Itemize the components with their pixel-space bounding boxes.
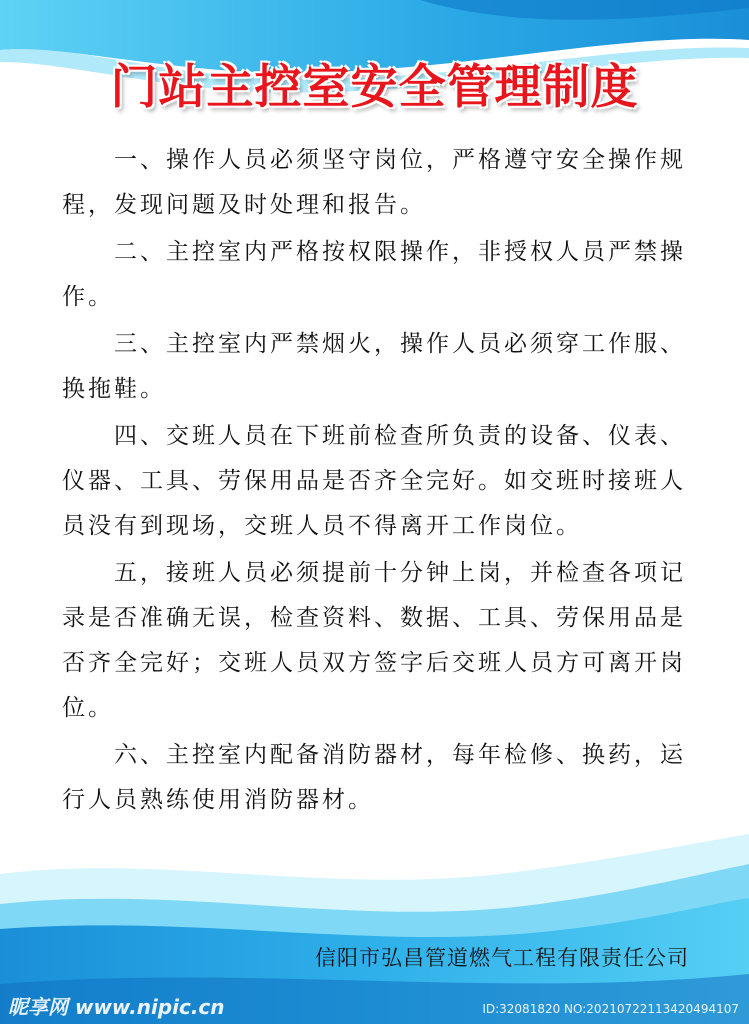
regulation-item-5: 五，接班人员必须提前十分钟上岗，并检查各项记录是否准确无误，检查资料、数据、工具、劳保用品是否齐全完好；交班人员双方签字后交班人员方可离开岗位。 (62, 560, 686, 721)
watermark-logo: 昵享网 www.nipic.cn (8, 995, 225, 1019)
page-title: 门站主控室安全管理制度 (110, 60, 639, 115)
regulation-item-2: 二、主控室内严格按权限操作，非授权人员严禁操作。 (62, 239, 686, 310)
watermark-id: ID:32081820 NO:20210722113420494107 (482, 1002, 739, 1016)
regulation-item-4: 四、交班人员在下班前检查所负责的设备、仪表、仪器、工具、劳保用品是否齐全完好。如交班时接班人员没有到现场，交班人员不得离开工作岗位。 (62, 423, 686, 539)
regulation-item-3: 三、主控室内严禁烟火，操作人员必须穿工作服、换拖鞋。 (62, 331, 686, 402)
regulation-body (62, 138, 694, 825)
company-name: 信阳市弘昌管道燃气工程有限责任公司 (315, 946, 689, 970)
regulation-item-1: 一、操作人员必须坚守岗位，严格遵守安全操作规程，发现问题及时处理和报告。 (62, 147, 686, 218)
regulation-item-6: 六、主控室内配备消防器材，每年检修、换药，运行人员熟练使用消防器材。 (62, 742, 686, 813)
